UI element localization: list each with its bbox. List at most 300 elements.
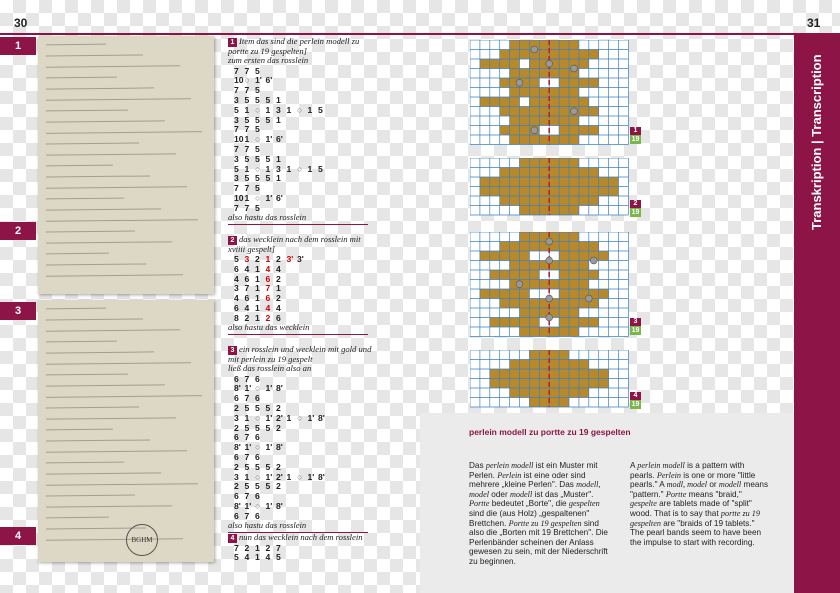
count-value: 5 — [234, 163, 239, 174]
count-value: 1 — [286, 412, 292, 423]
transcription-text: xviiii gespelt] — [228, 243, 276, 254]
count-row — [234, 134, 287, 144]
count-value: 7 — [234, 183, 239, 194]
count-value: 5 — [255, 94, 260, 105]
transcription-footer-1: also hastu das rosslein — [228, 211, 307, 222]
transcription-header-2 — [228, 245, 275, 255]
count-value: 7 — [244, 283, 250, 294]
count-value: ○ — [244, 75, 250, 86]
count-value: 1 — [255, 283, 260, 294]
page-number-left: 30 — [14, 16, 28, 30]
transcription-text: ein rosslein und wecklein mit gold und — [239, 344, 372, 354]
count-value: 5 — [265, 114, 271, 125]
count-value: 8' — [234, 442, 241, 453]
manuscript-script-line — [46, 374, 128, 377]
pattern-fill — [559, 289, 609, 299]
count-value: ○ — [255, 500, 261, 511]
pattern-chart-3 — [470, 232, 630, 340]
manuscript-script-line — [46, 131, 202, 135]
top-rule-left — [0, 33, 420, 35]
count-value: 7 — [244, 432, 250, 443]
commentary-text: perlein modell — [485, 461, 534, 470]
manuscript-script-line — [46, 472, 161, 475]
count-value: 2 — [276, 461, 281, 472]
count-value: 1 — [244, 412, 250, 423]
count-value: 1 — [255, 303, 260, 313]
count-value: ○ — [297, 412, 303, 423]
manuscript-script-line — [46, 198, 124, 201]
transcription-text: nun das wecklein nach dem rosslein — [239, 532, 363, 542]
count-value: 1 — [307, 163, 313, 174]
pattern-chart-4 — [470, 350, 630, 410]
commentary-text: means "braid," — [686, 489, 742, 499]
pearl-bead — [571, 65, 578, 72]
count-value: 6 — [244, 293, 250, 304]
section-marker-2: 2 — [0, 222, 36, 240]
count-row — [234, 274, 287, 284]
manuscript-script-line — [46, 462, 124, 465]
count-value: 4 — [265, 303, 271, 313]
manuscript-script-line — [46, 395, 202, 399]
count-row — [234, 501, 287, 511]
count-value: 5 — [244, 481, 250, 492]
count-value: 1 — [276, 114, 281, 125]
pearl-bead — [546, 238, 553, 245]
count-value: 6 — [276, 312, 281, 323]
pattern-fill — [490, 318, 540, 328]
count-value: 5 — [265, 481, 271, 492]
pattern-tag-4: 4 19 — [631, 392, 640, 408]
pearl-bead — [571, 108, 578, 115]
count-value: 4 — [276, 263, 281, 274]
manuscript-script-line — [46, 54, 143, 57]
count-value: 5 — [265, 173, 271, 184]
count-value: 5 — [234, 254, 239, 264]
count-row — [234, 173, 287, 183]
count-value: 1 — [265, 254, 271, 264]
count-value: 6' — [265, 75, 273, 86]
commentary-text: ist das „Muster". — [532, 489, 594, 499]
transcription-text: mit perlein zu 19 gespelt — [228, 353, 313, 364]
manuscript-script-line — [46, 318, 143, 321]
count-row — [234, 193, 287, 203]
count-value: 2 — [276, 422, 281, 433]
commentary-text: sind also die „Borten mit 19 Brettchen". Die Perlenbänder scheinen der Anlass gewesen zu sein, mit der Niederschrift zu beginnen. — [469, 518, 608, 566]
manuscript-script-line — [46, 98, 191, 102]
count-value: 7 — [244, 85, 250, 96]
count-value: ○ — [297, 163, 303, 174]
count-value: 1' — [255, 75, 262, 86]
count-row — [234, 254, 308, 264]
count-value: 6 — [234, 303, 239, 313]
commentary-text: Portte zu 19 gespelten — [508, 518, 582, 528]
count-value: ○ — [255, 192, 261, 203]
count-row — [234, 85, 266, 95]
pearl-bead — [546, 295, 553, 302]
count-row — [234, 393, 266, 403]
count-value: 3 — [234, 153, 239, 164]
count-row — [234, 303, 287, 313]
count-value: 3 — [234, 114, 239, 125]
manuscript-image-bottom — [38, 300, 214, 562]
commentary-text: gespelten — [568, 499, 600, 509]
transcription-text: das wecklein nach dem rosslein mit — [239, 234, 361, 244]
count-value: 1 — [265, 163, 271, 174]
pearl-bead — [516, 79, 523, 86]
count-value: 5 — [255, 124, 260, 135]
manuscript-script-line — [46, 44, 106, 47]
count-value: 7 — [244, 373, 250, 384]
count-value: 1 — [276, 173, 281, 184]
count-value: 7 — [244, 491, 250, 502]
commentary-text: Portte — [665, 489, 687, 499]
count-value: 6 — [234, 432, 239, 443]
pearl-bead — [531, 46, 538, 53]
count-value: 1 — [244, 163, 250, 174]
transcription-text: ließ das rosslein also an — [228, 363, 312, 373]
pearl-bead — [546, 314, 553, 321]
count-value: 1 — [286, 163, 292, 174]
pattern-tag-2: 2 19 — [631, 200, 640, 216]
manuscript-script-line — [46, 153, 176, 156]
count-value: 8' — [318, 412, 325, 423]
section-marker-4: 4 — [0, 527, 36, 545]
count-value: 1 — [244, 134, 250, 145]
count-value: 5 — [244, 153, 250, 164]
count-value: 2 — [244, 542, 250, 553]
count-value: 8' — [318, 471, 325, 482]
count-row — [234, 452, 266, 462]
count-value: 8 — [234, 312, 239, 323]
count-row — [234, 543, 287, 553]
count-value: 4 — [234, 293, 239, 304]
section-marker-1: 1 — [0, 37, 36, 55]
count-value: 7 — [244, 143, 250, 154]
count-value: 7 — [276, 542, 281, 553]
count-value: 1' — [307, 471, 315, 482]
count-value: 6' — [276, 134, 283, 145]
count-value: 4 — [265, 552, 271, 563]
count-value: ○ — [255, 471, 261, 482]
commentary-text: A — [630, 461, 638, 470]
count-value: ○ — [255, 412, 261, 423]
count-value: 2 — [276, 481, 281, 492]
manuscript-image-top — [38, 36, 214, 294]
pattern-fill — [559, 251, 609, 261]
count-value: 1 — [286, 104, 292, 115]
count-value: 5 — [255, 402, 260, 413]
count-value: 1' — [265, 500, 273, 511]
count-value: 6 — [234, 373, 239, 384]
count-value: 2 — [234, 481, 239, 492]
count-row — [234, 383, 287, 393]
count-value: 1' — [265, 134, 273, 145]
count-row — [234, 374, 266, 384]
manuscript-script-line — [46, 175, 150, 178]
commentary-text: is one or more "little pearls." A — [630, 470, 756, 490]
commentary-text: perlein modell — [637, 461, 685, 470]
count-value: 1 — [255, 293, 260, 304]
section-badge: 3 — [228, 346, 237, 355]
count-value: 8' — [276, 500, 283, 511]
count-row — [234, 75, 276, 85]
count-value: 7 — [244, 393, 250, 404]
count-value: 2' — [276, 471, 283, 482]
manuscript-script-line — [46, 450, 187, 453]
transcription-footer-3: also hastu das rosslein — [228, 519, 307, 530]
count-value: 2 — [265, 312, 271, 323]
pattern-chart-2 — [470, 158, 630, 218]
manuscript-script-line — [46, 417, 176, 420]
count-value: 7 — [234, 85, 239, 96]
count-value: 1 — [265, 104, 271, 115]
count-value: 5 — [255, 85, 260, 96]
count-value: 2 — [234, 461, 239, 472]
manuscript-script-line — [46, 241, 172, 244]
count-value: 7 — [234, 65, 239, 76]
count-value: 6 — [255, 393, 260, 404]
count-value: 5 — [244, 402, 250, 413]
count-value: 2 — [234, 422, 239, 433]
count-row — [234, 403, 287, 413]
count-value: 4 — [244, 303, 250, 313]
section-badge: 4 — [228, 534, 237, 543]
pattern-tag-3: 3 19 — [631, 318, 640, 334]
commentary-text: Das — [469, 461, 486, 470]
count-row — [234, 491, 266, 501]
count-value: 7 — [244, 183, 250, 194]
count-value: 5 — [244, 422, 250, 433]
count-row — [234, 124, 266, 134]
commentary-text: is a pattern with pearls. — [630, 461, 745, 480]
count-value: 1' — [265, 383, 273, 394]
count-value: 6 — [234, 451, 239, 462]
count-value: 6 — [244, 273, 250, 284]
count-row — [234, 293, 287, 303]
count-value: 1' — [265, 471, 273, 482]
count-value: 3 — [276, 104, 281, 115]
count-value: 1' — [307, 412, 315, 423]
transcription-header-1 — [228, 56, 308, 66]
count-value: 2 — [276, 254, 281, 264]
count-value: 5 — [255, 183, 260, 194]
commentary-text: are "braids of 19 tablets." The pearl bands seem to have been the impulse to start with recording. — [630, 518, 762, 547]
pattern-fill — [490, 270, 540, 280]
count-row — [234, 183, 266, 193]
count-value: 6 — [255, 451, 260, 462]
count-value: 6 — [265, 273, 271, 284]
count-value: 8' — [234, 500, 241, 511]
section-marker-3: 3 — [0, 302, 36, 320]
pearl-bead — [590, 257, 597, 264]
pattern-fill — [480, 289, 530, 299]
pattern-fill — [510, 116, 579, 126]
count-value: 5 — [265, 402, 271, 413]
count-value: 5 — [244, 461, 250, 472]
count-value: 1 — [307, 104, 313, 115]
count-value: 3' — [297, 254, 304, 264]
count-value: 8' — [234, 383, 241, 394]
count-value: 1' — [244, 442, 252, 453]
commentary-text: bedeutet „Borte", die — [489, 499, 569, 509]
count-value: 1' — [244, 500, 252, 511]
count-value: 3 — [234, 173, 239, 184]
count-value: 1 — [276, 153, 281, 164]
count-value: 1 — [286, 471, 292, 482]
count-value: ○ — [255, 104, 261, 115]
count-row — [234, 481, 287, 491]
count-value: 3 — [234, 471, 239, 482]
pearl-bead — [546, 257, 553, 264]
commentary-german — [469, 461, 609, 567]
commentary-text: Perlein — [656, 470, 681, 480]
count-value: 2 — [276, 273, 281, 284]
count-value: 5 — [255, 114, 260, 125]
count-value: 5 — [318, 104, 323, 115]
transcription-footer-2: also hastu das wecklein — [228, 321, 310, 332]
pattern-fill — [510, 40, 579, 50]
count-value: 7 — [244, 510, 250, 521]
count-value: 1 — [244, 471, 250, 482]
manuscript-script-line — [46, 143, 139, 146]
count-row — [234, 105, 329, 115]
count-value: 6 — [255, 432, 260, 443]
manuscript-script-line — [46, 186, 187, 189]
manuscript-script-line — [46, 384, 165, 387]
count-value: 7 — [234, 143, 239, 154]
count-value: 10 — [234, 134, 244, 145]
count-value: 2 — [244, 312, 250, 323]
manuscript-script-line — [46, 517, 109, 520]
manuscript-script-line — [46, 219, 198, 223]
manuscript-script-line — [46, 263, 146, 266]
count-row — [234, 283, 287, 293]
commentary-text: oder — [489, 489, 510, 499]
count-value: 4 — [265, 263, 271, 274]
count-value: 2 — [234, 402, 239, 413]
pattern-fill — [510, 135, 579, 145]
section-divider — [228, 224, 368, 225]
count-row — [234, 472, 329, 482]
manuscript-script-line — [46, 341, 117, 344]
count-row — [234, 144, 266, 154]
count-value: 7 — [265, 283, 271, 294]
count-value: 3 — [234, 94, 239, 105]
commentary-text: means "pattern." — [630, 480, 769, 499]
count-value: 5 — [244, 114, 250, 125]
pattern-tag-1: 1 19 — [631, 127, 640, 143]
commentary-text: modell — [509, 489, 533, 499]
pearl-bead — [516, 281, 523, 288]
count-value: 5 — [244, 94, 250, 105]
count-value: 1' — [265, 442, 273, 453]
commentary-title: perlein modell zu portte zu 19 gespelten — [469, 427, 631, 437]
count-value: 4 — [244, 263, 250, 274]
manuscript-script-line — [46, 110, 128, 113]
top-rule-right — [420, 33, 840, 35]
count-value: ○ — [255, 134, 261, 145]
count-value: 1 — [255, 312, 260, 323]
pattern-fill — [510, 88, 579, 98]
commentary-text: modell — [718, 480, 742, 490]
count-value: 5 — [255, 65, 260, 76]
count-value: 1' — [244, 383, 252, 394]
manuscript-script-line — [46, 77, 117, 80]
commentary-text: or — [707, 480, 719, 490]
count-value: 5 — [265, 94, 271, 105]
manuscript-script-line — [46, 362, 191, 366]
pearl-bead — [531, 127, 538, 134]
commentary-text: sind die (aus Holz) „gespaltenen" Brettchen. — [469, 508, 590, 528]
manuscript-script-line — [46, 208, 161, 211]
count-value: 5 — [255, 422, 260, 433]
count-value: 1 — [255, 273, 260, 284]
manuscript-script-line — [46, 120, 165, 123]
manuscript-script-line — [46, 483, 198, 487]
count-row — [234, 115, 287, 125]
count-value: 7 — [244, 451, 250, 462]
commentary-text: ist eine oder sind mehrere „kleine Perlen". Das — [469, 470, 586, 490]
count-value: 5 — [265, 461, 271, 472]
manuscript-script-line — [46, 495, 135, 498]
count-value: ○ — [255, 383, 261, 394]
count-value: 2 — [276, 293, 281, 304]
count-value: 3 — [234, 283, 239, 294]
manuscript-script-line — [46, 274, 183, 277]
commentary-text: ist ein Muster mit Perlen. — [469, 461, 598, 480]
count-value: 7 — [234, 202, 239, 213]
count-row — [234, 66, 266, 76]
count-value: 10 — [234, 75, 244, 86]
count-value: 6 — [234, 263, 239, 274]
count-value: 7 — [234, 542, 239, 553]
count-value: 2 — [265, 542, 271, 553]
commentary-english — [630, 461, 770, 547]
count-row — [234, 154, 287, 164]
count-value: 5 — [234, 552, 239, 563]
count-value: 1 — [255, 542, 260, 553]
manuscript-script-line — [46, 165, 113, 168]
count-value: 2' — [276, 412, 283, 423]
count-value: ○ — [255, 442, 261, 453]
pattern-fill — [480, 251, 530, 261]
count-value: 5 — [318, 163, 323, 174]
manuscript-script-line — [46, 253, 109, 256]
count-value: 4 — [244, 552, 250, 563]
pearl-bead — [585, 295, 592, 302]
count-value: 6 — [255, 491, 260, 502]
count-value: 6 — [255, 510, 260, 521]
count-value: 3' — [286, 254, 294, 264]
count-value: 5 — [265, 153, 271, 164]
count-value: 1 — [244, 192, 250, 203]
count-value: 5 — [255, 173, 260, 184]
count-row — [234, 432, 266, 442]
count-value: 6 — [265, 293, 271, 304]
commentary-box — [420, 413, 794, 593]
count-value: ○ — [297, 104, 303, 115]
count-value: 1 — [276, 283, 281, 294]
count-value: 5 — [255, 153, 260, 164]
manuscript-script-line — [46, 538, 183, 541]
count-value: 5 — [255, 481, 260, 492]
count-value: 5 — [265, 422, 271, 433]
count-value: 1 — [244, 104, 250, 115]
count-value: 5 — [234, 104, 239, 115]
count-row — [234, 264, 287, 274]
manuscript-stamp: BGHM — [126, 524, 158, 556]
manuscript-script-line — [46, 308, 106, 311]
